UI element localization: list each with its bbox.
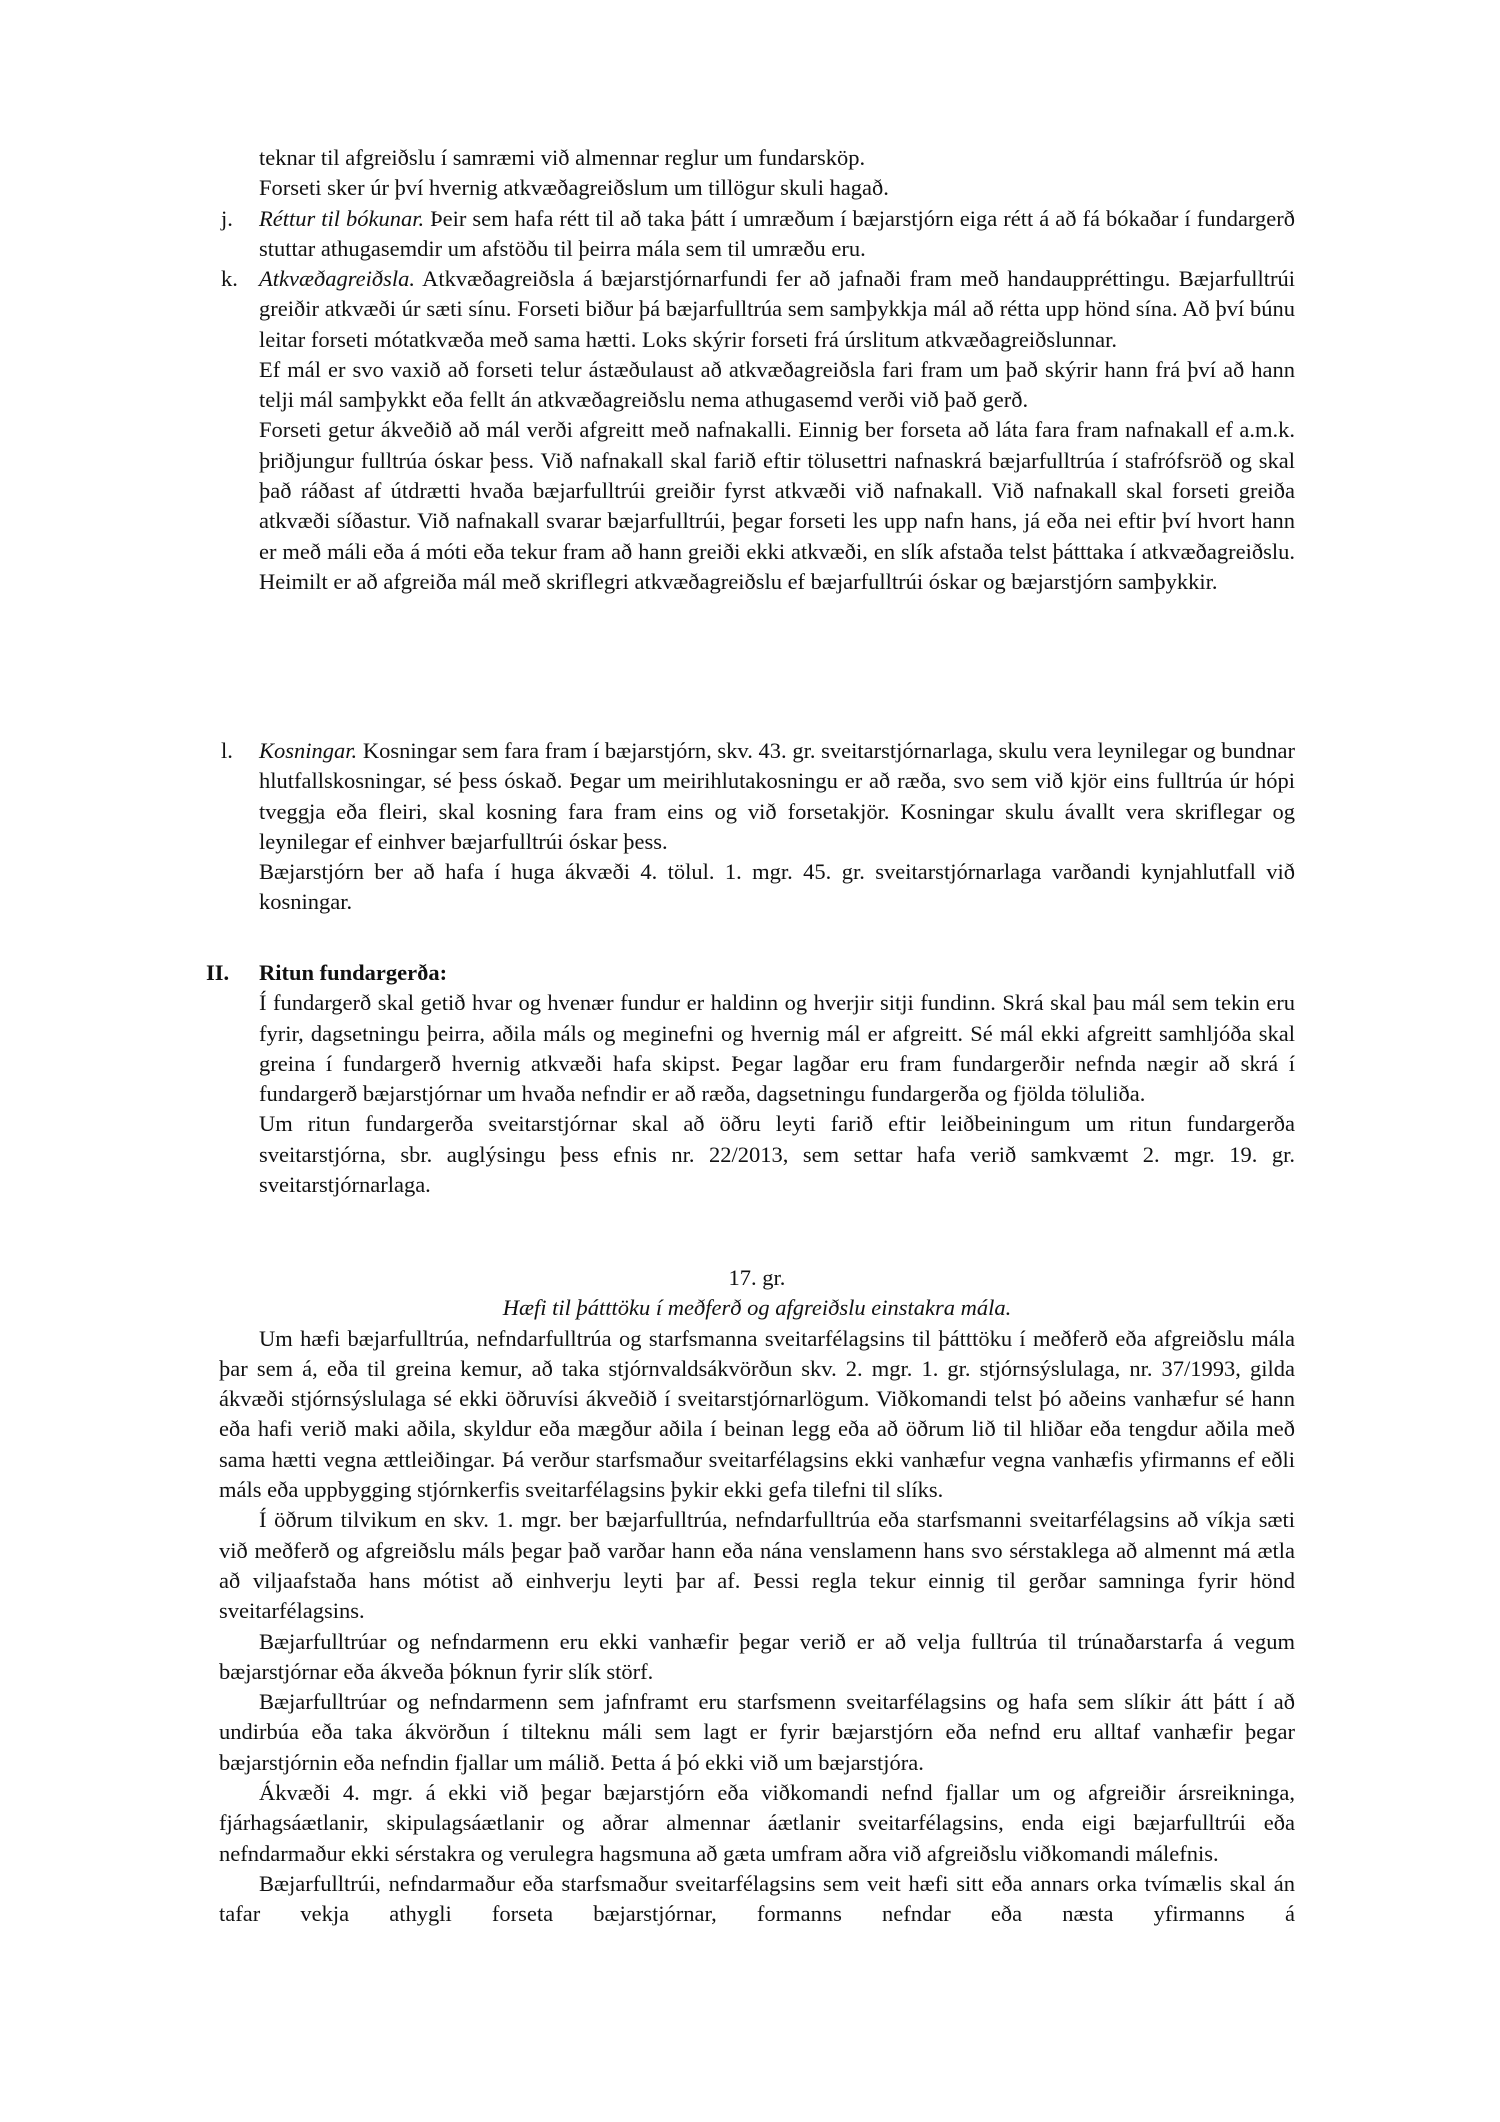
- paragraph: Forseti getur ákveðið að mál verði afgreitt með nafnakalli. Einnig ber forseta að láta fara fram nafnakall ef a.m.k. þriðjungur fulltrúa óskar þess. Við nafnakall skal farið eftir tölusettri nafnaskrá bæjarfulltrúa í stafrófsröð og skal það ráðast af útdrætti hvaða bæjarfulltrúi greiðir fyrst atkvæði við nafnakall. Við nafnakall skal forseti greiða atkvæði síðastur. Við nafnakall svarar bæjarfulltrúi, þegar forseti les upp nafn hans, já eða nei eftir því hvort hann er með máli eða á móti eða tekur fram að hann greiði ekki atkvæði, en slík afstaða telst þátttaka í atkvæðagreiðslu. Heimilt er að afgreiða mál með skriflegri atkvæðagreiðslu ef bæjarfulltrúi óskar og bæjarstjórn samþykkir.: [259, 417, 1295, 594]
- paragraph: Bæjarfulltrúar og nefndarmenn eru ekki vanhæfir þegar verið er að velja fulltrúa til trúnaðarstarfa á vegum bæjarstjórnar eða ákveða þóknun fyrir slík störf.: [219, 1628, 1295, 1684]
- article-17: [219, 1263, 1295, 1930]
- list-label-l: l.: [221, 738, 233, 763]
- paragraph: Forseti sker úr því hvernig atkvæðagreiðslum um tillögur skuli hagað.: [259, 175, 889, 201]
- paragraph: Bæjarstjórn ber að hafa í huga ákvæði 4. tölul. 1. mgr. 45. gr. sveitarstjórnarlaga varðandi kynjahlutfall við kosningar.: [259, 859, 1295, 915]
- item-title: Réttur til bókunar.: [259, 206, 425, 231]
- paragraph: Um ritun fundargerða sveitarstjórnar skal að öðru leyti farið eftir leiðbeiningum um ritun fundargerða sveitarstjórna, sbr. auglýsingu þess efnis nr. 22/2013, sem settar hafa verið samkvæmt 2. mgr. 19. gr. sveitarstjórnarlaga.: [259, 1111, 1295, 1198]
- paragraph: Ákvæði 4. mgr. á ekki við þegar bæjarstjórn eða viðkomandi nefnd fjallar um og afgreiðir ársreikninga, fjárhagsáætlanir, skipulagsáætlanir og aðrar almennar áætlanir sveitarfélagsins, enda eigi bæjarfulltrúi eða nefndarmaður ekki sérstakra og verulegra hagsmuna að gæta umfram aðra við afgreiðslu viðkomandi málefnis.: [219, 1780, 1295, 1866]
- item-text: Kosningar sem fara fram í bæjarstjórn, skv. 43. gr. sveitarstjórnarlaga, skulu vera leynilegar og bundnar hlutfallskosningar, sé þess óskað. Þegar um meirihlutakosningu er að ræða, svo sem við kjör eins fulltrúa úr hópi tveggja eða fleiri, skal kosning fara fram eins og við forsetakjör. Kosningar skulu ávallt vera skriflegar og leynilegar ef einhver bæjarfulltrúi óskar þess.: [259, 738, 1295, 854]
- paragraph: Bæjarfulltrúi, nefndarmaður eða starfsmaður sveitarfélagsins sem veit hæfi sitt eða annars orka tvímælis skal án tafar vekja athygli forseta bæjarstjórnar, formanns nefndar eða næsta yfirmanns á: [219, 1870, 1295, 1927]
- paragraph: Í öðrum tilvikum en skv. 1. mgr. ber bæjarfulltrúa, nefndarfulltrúa eða starfsmanni sveitarfélagsins að víkja sæti við meðferð og afgreiðslu máls þegar það varðar hann eða nána venslamenn hans svo sérstaklega að almennt má ætla að viljaafstaða hans mótist að einhverju leyti þar af. Þessi regla tekur einnig til gerðar samninga fyrir hönd sveitarfélagsins.: [219, 1507, 1295, 1624]
- item-text: Atkvæðagreiðsla á bæjarstjórnarfundi fer að jafnaði fram með handauppréttingu. Bæjarfulltrúi greiðir atkvæði úr sæti sínu. Forseti biður þá bæjarfulltrúa sem samþykkja mál að rétta upp hönd sína. Að því búnu leitar forseti mótatkvæða með sama hætti. Loks skýrir forseti frá úrslitum atkvæðagreiðslunnar.: [259, 266, 1295, 352]
- paragraph: Ef mál er svo vaxið að forseti telur ástæðulaust að atkvæðagreiðsla fari fram um það skýrir hann frá því að hann telji mál samþykkt eða fellt án atkvæðagreiðslu nema athugasemd verði við það gerð.: [259, 356, 1295, 413]
- paragraph: [259, 204, 1295, 265]
- list-label-j: j.: [221, 206, 233, 231]
- item-text: Þeir sem hafa rétt til að taka þátt í umræðum í bæjarstjórn eiga rétt á að fá bókaðar í fundargerð stuttar athugasemdir um afstöðu til þeirra mála sem til umræðu eru.: [259, 206, 1295, 262]
- paragraph: Um hæfi bæjarfulltrúa, nefndarfulltrúa og starfsmanna sveitarfélagsins til þátttöku í meðferð eða afgreiðslu mála þar sem á, eða til greina kemur, að taka stjórnvaldsákvörðun skv. 2. mgr. 1. gr. stjórnsýslulaga, nr. 37/1993, gilda ákvæði stjórnsýslulaga sé ekki öðruvísi ákveðið í sveitarstjórnarlögum. Viðkomandi telst þó aðeins vanhæfur sé hann eða hafi verið maki aðila, skyldur eða mægður aðila í beinan legg eða að öðrum lið til hliðar eða tengdur aðila með sama hætti vegna ættleiðingar. Þá verður starfsmaður sveitarfélagsins ekki vanhæfur vegna vanhæfis yfirmanns ef eðli máls eða uppbygging stjórnkerfis sveitarfélagsins þykir ekki gefa tilefni til slíks.: [219, 1325, 1295, 1503]
- item-title: Kosningar.: [259, 738, 358, 763]
- paragraph: [259, 736, 1295, 857]
- carry-over-block: [259, 143, 1295, 204]
- paragraph: teknar til afgreiðslu í samræmi við almennar reglur um fundarsköp.: [259, 145, 866, 170]
- list-label-k: k.: [221, 266, 238, 291]
- section-ii: [259, 958, 1295, 1200]
- section-title: Ritun fundargerða:: [259, 960, 448, 985]
- paragraph: Í fundargerð skal getið hvar og hvenær fundur er haldinn og hverjir sitji fundinn. Skrá skal þau mál sem tekin eru fyrir, dagsetningu þeirra, aðila máls og meginefni og hvernig mál er afgreitt. Sé mál ekki afgreitt samhljóða skal greina í fundargerð hvernig atkvæði hafa skipst. Þegar lagðar eru fram fundargerðir nefnda nægir að skrá í fundargerð bæjarstjórnar um hvaða nefndir er að ræða, dagsetningu fundargerða og fjölda töluliða.: [259, 990, 1295, 1107]
- list-item-l: [259, 736, 1295, 918]
- list-item-k: [259, 264, 1295, 597]
- item-title: Atkvæðagreiðsla.: [259, 266, 416, 291]
- article-title: [219, 1293, 1295, 1323]
- article-number: 17. gr.: [728, 1265, 786, 1290]
- list-item-j: [259, 204, 1295, 265]
- paragraph: [259, 264, 1295, 355]
- section-label-ii: II.: [206, 960, 230, 985]
- article-title-text: Hæfi til þátttöku í meðferð og afgreiðslu einstakra mála.: [502, 1295, 1012, 1321]
- paragraph: Bæjarfulltrúar og nefndarmenn sem jafnframt eru starfsmenn sveitarfélagsins og hafa sem slíkir átt þátt í að undirbúa eða taka ákvörðun í tilteknu máli sem lagt er fyrir bæjarstjórn eða nefnd eru alltaf vanhæfir þegar bæjarstjórnin eða nefndin fjallar um málið. Þetta á þó ekki við um bæjarstjóra.: [219, 1689, 1295, 1775]
